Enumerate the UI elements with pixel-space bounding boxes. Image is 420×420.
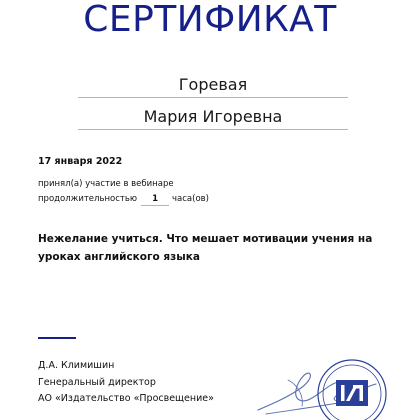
- duration-value: 1: [141, 194, 169, 206]
- certificate-title: СЕРТИФИКАТ: [83, 0, 337, 40]
- recipient-surname: Горевая: [78, 74, 348, 98]
- event-date: 17 января 2022: [38, 156, 123, 167]
- duration-unit: часа(ов): [172, 194, 209, 204]
- publisher-seal-icon: [314, 358, 390, 420]
- signatory-name: Д.А. Климишин: [38, 360, 115, 371]
- signature-divider: [38, 337, 76, 339]
- webinar-topic: Нежелание учиться. Что мешает мотивации учения на уроках английского языка: [38, 233, 373, 263]
- duration-label: продолжительностью: [38, 194, 138, 204]
- recipient-given-names: Мария Игоревна: [78, 106, 348, 130]
- participation-text: принял(а) участие в вебинаре: [38, 179, 174, 189]
- duration-row: [38, 194, 209, 206]
- signatory-organization: АО «Издательство «Просвещение»: [38, 393, 214, 404]
- signatory-position: Генеральный директор: [38, 377, 156, 388]
